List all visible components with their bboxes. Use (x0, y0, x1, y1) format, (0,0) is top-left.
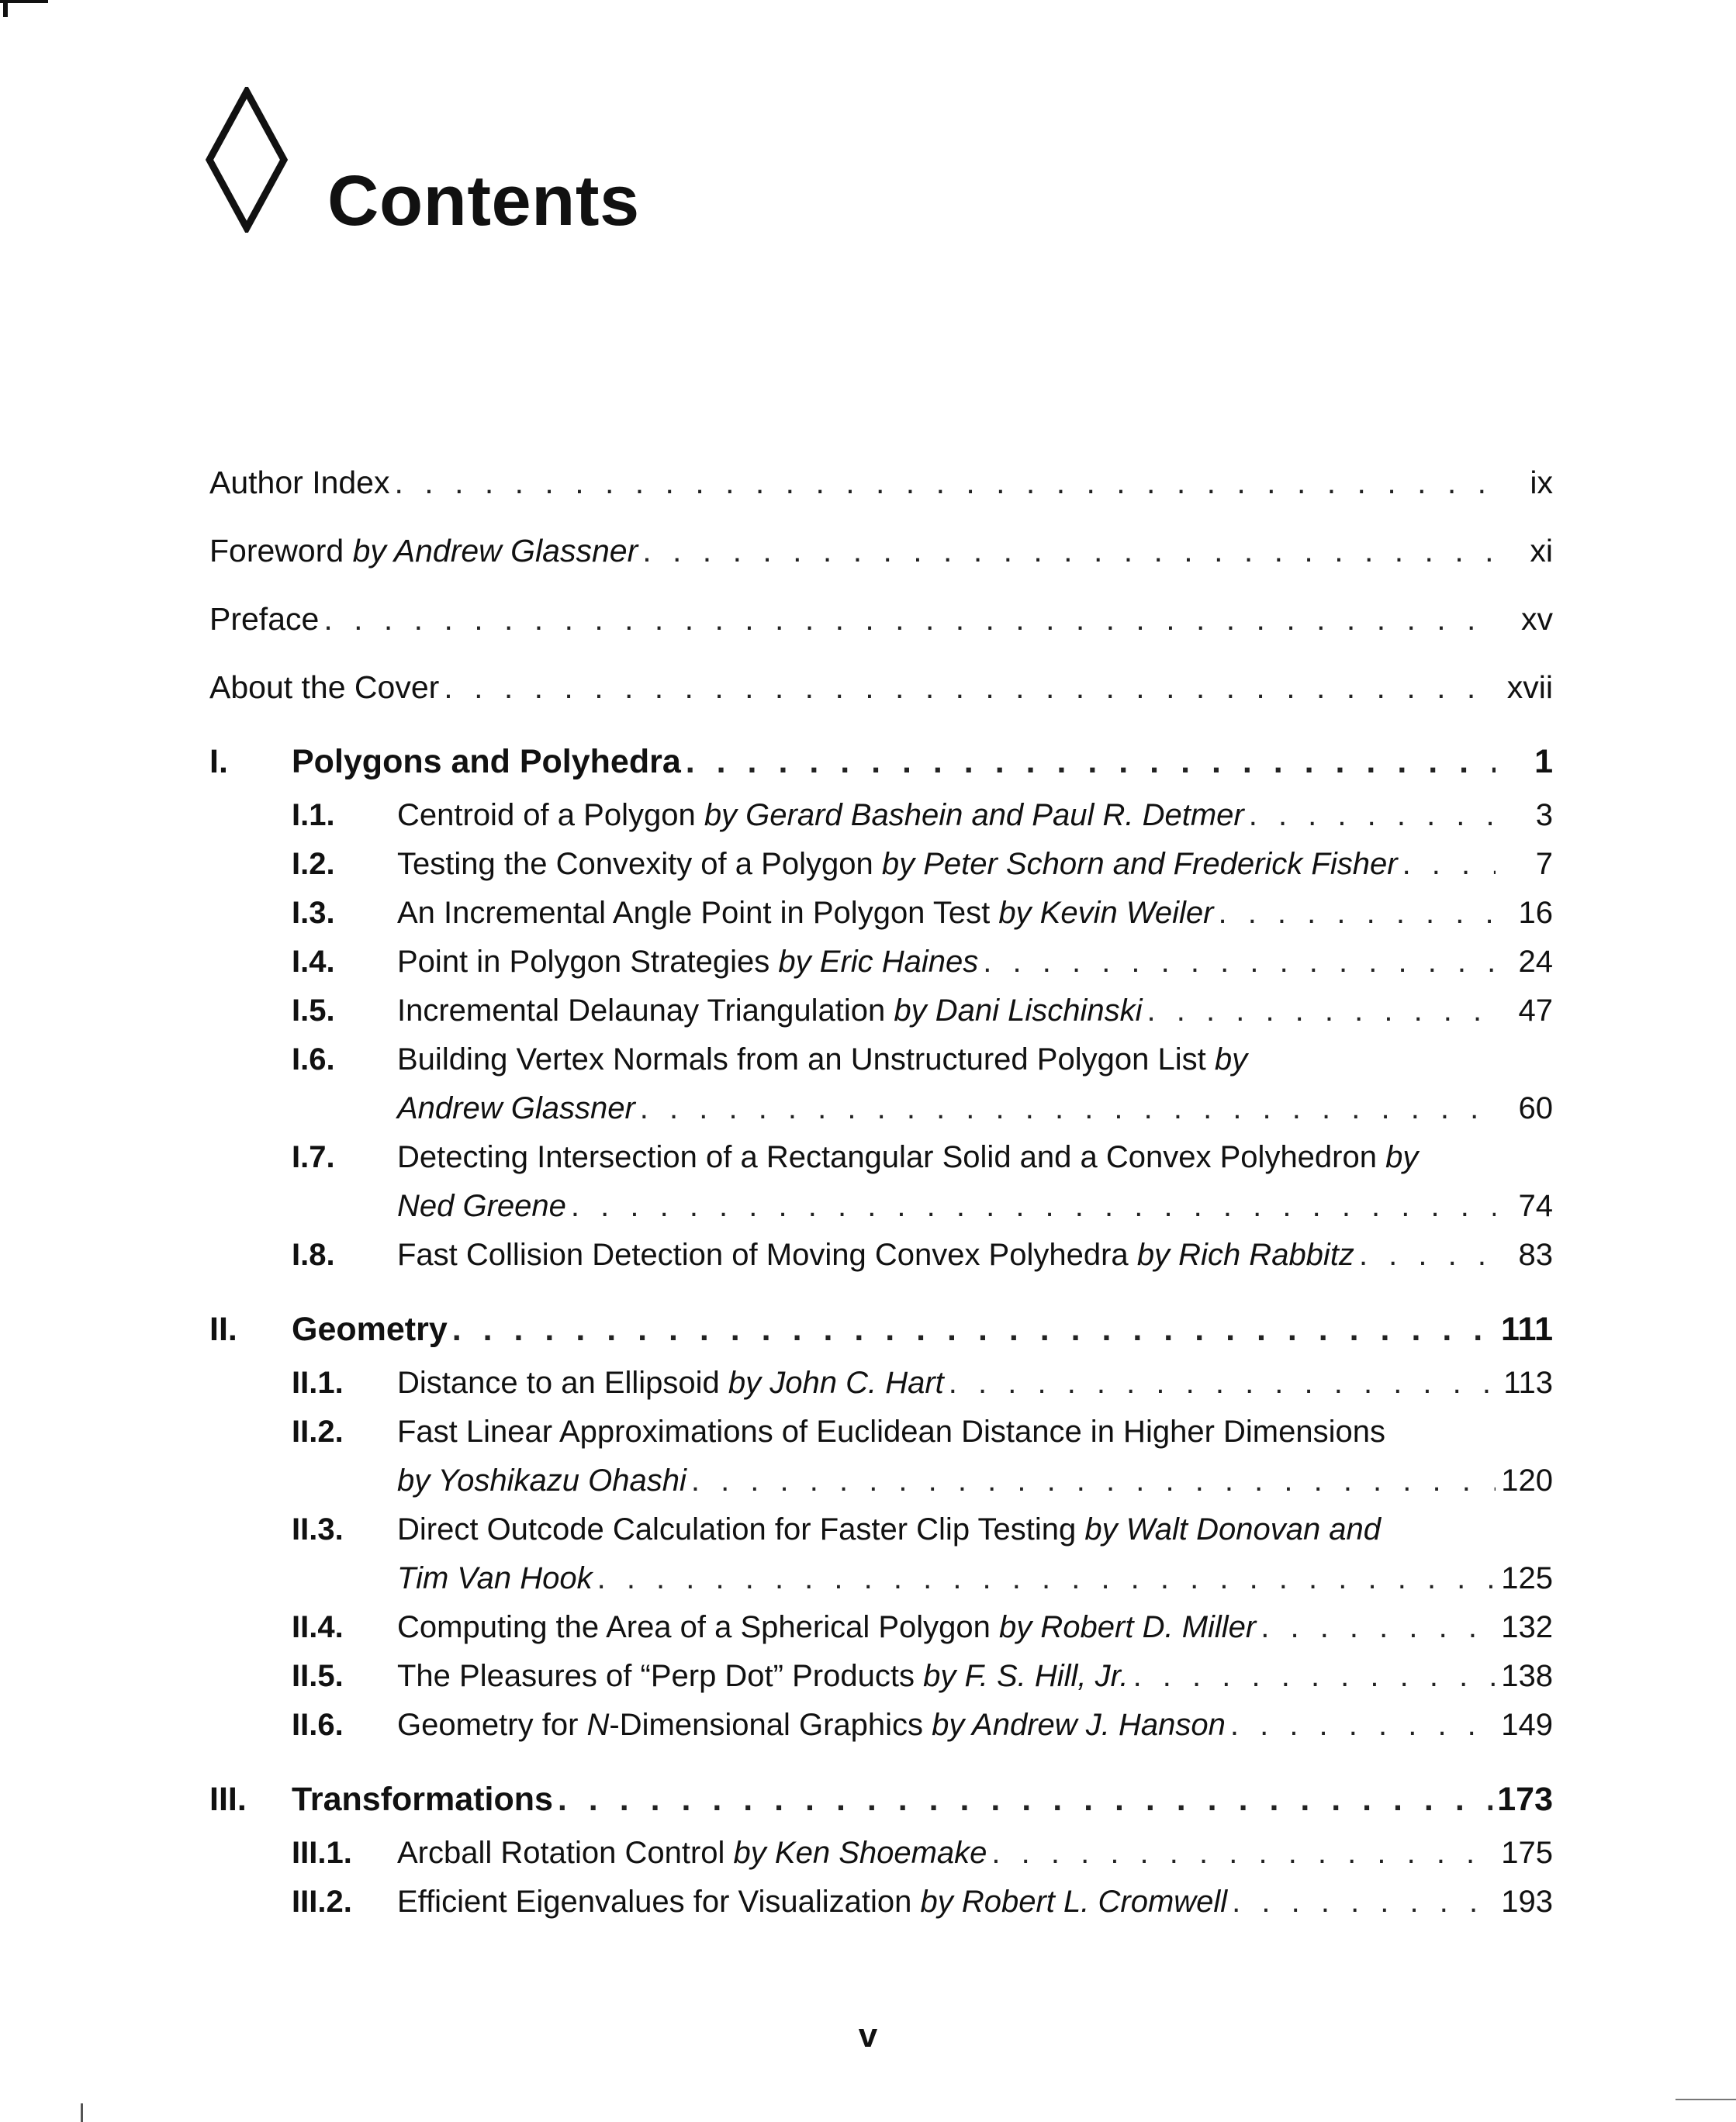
dot-leader (949, 1359, 1496, 1408)
entry-title: Foreword by Andrew Glassner (209, 533, 638, 569)
toc-entry-about-the-cover[interactable] (209, 662, 1553, 712)
dot-leader (1402, 840, 1496, 889)
part-title: Transformations (292, 1781, 553, 1818)
entry-number: I.2. (292, 847, 335, 881)
page-number: 47 (1518, 994, 1553, 1028)
page-number: 60 (1518, 1091, 1553, 1125)
entry-title: Point in Polygon Strategies by Eric Haines (397, 945, 979, 979)
entry-title: Preface (209, 601, 320, 637)
entry-author: by Kevin Weiler (998, 896, 1214, 930)
entry-number: III.2. (292, 1885, 352, 1919)
dot-leader (395, 458, 1496, 507)
toc-entry-i-7[interactable] (292, 1133, 1553, 1231)
dot-leader (1230, 1701, 1496, 1750)
page-number: 1 (1534, 743, 1553, 780)
entry-number: II.6. (292, 1708, 344, 1742)
entry-number: I.6. (292, 1042, 335, 1077)
page-number: 132 (1501, 1610, 1553, 1644)
page-number: 111 (1501, 1311, 1553, 1348)
entry-title: Testing the Convexity of a Polygon by Peter Schorn and Frederick Fisher (397, 847, 1398, 881)
toc-entry-ii-4[interactable] (292, 1603, 1553, 1652)
entry-title: Centroid of a Polygon by Gerard Bashein and Paul R. Detmer (397, 798, 1244, 832)
scan-edge-mark (81, 2103, 83, 2122)
entry-author: Andrew Glassner (397, 1091, 635, 1125)
entry-title: Incremental Delaunay Triangulation by Dani Lischinski (397, 994, 1143, 1028)
entry-number: I.7. (292, 1140, 335, 1174)
part-number: I. (209, 743, 228, 780)
page-title: Contents (327, 161, 640, 240)
entry-title: Detecting Intersection of a Rectangular Solid and a Convex Polyhedron by (397, 1140, 1419, 1174)
entry-author: by Robert D. Miller (999, 1610, 1257, 1644)
page-number: 175 (1501, 1836, 1553, 1870)
toc-entry-foreword[interactable] (209, 526, 1553, 575)
entry-author: by Robert L. Cromwell (920, 1885, 1228, 1919)
dot-leader (640, 1084, 1496, 1133)
page-number: 149 (1501, 1708, 1553, 1742)
dot-leader (983, 938, 1496, 987)
entry-author: by Dani Lischinski (894, 994, 1143, 1028)
toc-part-iii[interactable] (209, 1775, 1553, 1824)
entry-number: I.4. (292, 945, 335, 979)
page-number: 125 (1501, 1561, 1553, 1595)
dot-leader (1232, 1878, 1496, 1927)
toc-entry-preface[interactable] (209, 594, 1553, 644)
entry-number: I.3. (292, 896, 335, 930)
entry-author: by Andrew Glassner (352, 533, 638, 569)
entry-title: Geometry for N-Dimensional Graphics by Andrew J. Hanson (397, 1708, 1226, 1742)
scan-edge-mark (1675, 2099, 1736, 2100)
page-number: 16 (1518, 896, 1553, 930)
dot-leader (323, 594, 1496, 644)
entry-number: III.1. (292, 1836, 352, 1870)
entry-number: II.2. (292, 1415, 344, 1449)
entry-title: Author Index (209, 465, 390, 500)
corner-crop-mark (0, 0, 54, 23)
entry-number: II.4. (292, 1610, 344, 1644)
toc-entry-i-2[interactable] (292, 840, 1553, 889)
toc-entry-ii-5[interactable] (292, 1652, 1553, 1701)
dot-leader (597, 1554, 1496, 1603)
entry-number: I.5. (292, 994, 335, 1028)
dot-leader (1261, 1603, 1496, 1652)
entry-title: The Pleasures of “Perp Dot” Products by F. S. Hill, Jr. (397, 1659, 1129, 1693)
entry-title: Computing the Area of a Spherical Polygon by Robert D. Miller (397, 1610, 1257, 1644)
part-title: Polygons and Polyhedra (292, 743, 681, 780)
page-number: 24 (1518, 945, 1553, 979)
part-number: II. (209, 1311, 237, 1348)
toc-entry-iii-2[interactable] (292, 1878, 1553, 1927)
entry-author: by Rich Rabbitz (1136, 1238, 1354, 1272)
entry-author: by John C. Hart (728, 1366, 944, 1400)
dot-leader (1133, 1652, 1496, 1701)
entry-author: by F. S. Hill, Jr. (923, 1659, 1129, 1693)
dot-leader (558, 1775, 1492, 1824)
dot-leader (642, 526, 1496, 575)
dot-leader (686, 737, 1496, 786)
toc-entry-ii-1[interactable] (292, 1359, 1553, 1408)
part-number: III. (209, 1781, 247, 1818)
entry-title: Efficient Eigenvalues for Visualization by Robert L. Cromwell (397, 1885, 1228, 1919)
toc-entry-i-5[interactable] (292, 987, 1553, 1035)
page-number: 120 (1501, 1464, 1553, 1498)
entry-number: I.1. (292, 798, 335, 832)
entry-title: Fast Collision Detection of Moving Convex Polyhedra by Rich Rabbitz (397, 1238, 1354, 1272)
entry-title: Fast Linear Approximations of Euclidean Distance in Higher Dimensions (397, 1415, 1385, 1449)
toc-entry-ii-2[interactable] (292, 1408, 1553, 1505)
toc-entry-i-4[interactable] (292, 938, 1553, 987)
page-number: 74 (1518, 1189, 1553, 1223)
page-number: xv (1521, 601, 1553, 637)
entry-number: II.1. (292, 1366, 344, 1400)
toc-entry-i-6[interactable] (292, 1035, 1553, 1133)
entry-title: Direct Outcode Calculation for Faster Clip Testing by Walt Donovan and (397, 1512, 1382, 1547)
entry-title: Arcball Rotation Control by Ken Shoemake (397, 1836, 987, 1870)
page-number: xi (1530, 533, 1553, 569)
part-title: Geometry (292, 1311, 448, 1348)
page-number: xvii (1506, 669, 1553, 705)
entry-number: II.3. (292, 1512, 344, 1547)
toc-part-ii[interactable] (209, 1305, 1553, 1354)
toc-entry-i-1[interactable] (292, 791, 1553, 840)
dot-leader (1218, 889, 1496, 938)
toc-entry-ii-6[interactable] (292, 1701, 1553, 1750)
entry-title: Building Vertex Normals from an Unstructured Polygon List by (397, 1042, 1248, 1077)
dot-leader (1249, 791, 1496, 840)
toc-part-i[interactable] (209, 737, 1553, 786)
entry-author: by Yoshikazu Ohashi (397, 1464, 686, 1498)
page-number: 113 (1503, 1366, 1553, 1400)
diamond-outline-icon (203, 87, 290, 233)
entry-title: About the Cover (209, 669, 440, 705)
toc-entry-i-3[interactable] (292, 889, 1553, 938)
page-number: ix (1530, 465, 1553, 500)
entry-title: Distance to an Ellipsoid by John C. Hart (397, 1366, 944, 1400)
page-number: 3 (1535, 798, 1553, 832)
entry-author: by Gerard Bashein and Paul R. Detmer (704, 798, 1244, 832)
toc-entry-iii-1[interactable] (292, 1829, 1553, 1878)
page-number: 138 (1501, 1659, 1553, 1693)
page-number: 173 (1497, 1781, 1553, 1818)
entry-author: Ned Greene (397, 1189, 566, 1223)
entry-number: I.8. (292, 1238, 335, 1272)
entry-author: by Peter Schorn and Frederick Fisher (881, 847, 1398, 881)
entry-author: by Eric Haines (778, 945, 979, 979)
dot-leader (452, 1305, 1496, 1354)
entry-author: by Ken Shoemake (733, 1836, 987, 1870)
entry-title: An Incremental Angle Point in Polygon Test by Kevin Weiler (397, 896, 1214, 930)
dot-leader (1359, 1231, 1496, 1280)
page-folio: v (858, 2017, 878, 2055)
dot-leader (571, 1182, 1496, 1231)
page-number: 83 (1518, 1238, 1553, 1272)
entry-number: II.5. (292, 1659, 344, 1693)
entry-author: by Andrew J. Hanson (932, 1708, 1226, 1742)
entry-author: Tim Van Hook (397, 1561, 593, 1595)
dot-leader (1147, 987, 1496, 1035)
toc-entry-ii-3[interactable] (292, 1505, 1553, 1603)
page-number: 7 (1535, 847, 1553, 881)
table-of-contents (209, 458, 1553, 1927)
dot-leader (691, 1457, 1496, 1505)
toc-entry-i-8[interactable] (292, 1231, 1553, 1280)
dot-leader (444, 662, 1496, 712)
page-number: 193 (1501, 1885, 1553, 1919)
toc-entry-author-index[interactable] (209, 458, 1553, 507)
dot-leader (991, 1829, 1496, 1878)
